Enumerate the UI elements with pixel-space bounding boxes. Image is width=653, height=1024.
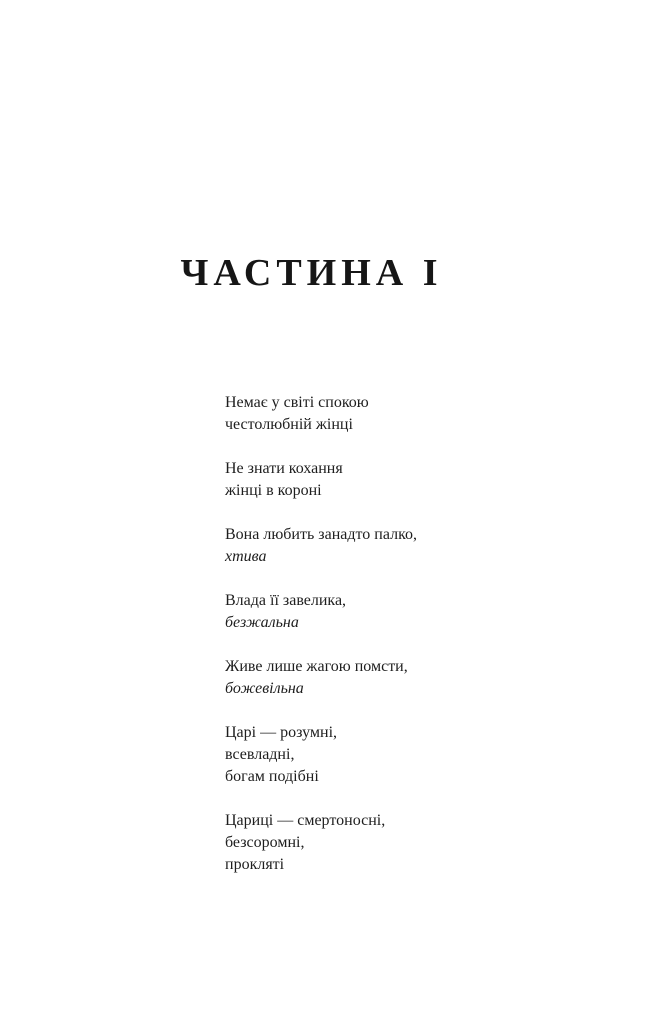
poem-line: Цариці — смертоносні,	[225, 812, 386, 829]
poem-line: жінці в короні	[225, 482, 322, 499]
poem-line: богам подібні	[225, 768, 319, 785]
part-title: ЧАСТИНА І	[180, 252, 443, 294]
stanza-2	[225, 458, 625, 502]
stanza-4	[225, 590, 625, 634]
poem-line: Не знати кохання	[225, 460, 343, 477]
stanza-6	[225, 722, 625, 788]
poem-line: Вона любить занадто палко,	[225, 526, 418, 543]
stanza-1	[225, 392, 625, 436]
epigraph-poem	[225, 392, 625, 898]
poem-line: всевладні,	[225, 746, 295, 763]
poem-line: безсоромні,	[225, 834, 305, 851]
stanza-7	[225, 810, 625, 876]
poem-line: Немає у світі спокою	[225, 394, 369, 411]
stanza-5	[225, 656, 625, 700]
poem-line: прокляті	[225, 856, 285, 873]
poem-line: честолюбній жінці	[225, 416, 353, 433]
poem-line-italic: безжальна	[225, 614, 299, 631]
poem-line-italic: божевільна	[225, 680, 304, 697]
poem-line: Влада її завелика,	[225, 592, 347, 609]
poem-line-italic: хтива	[225, 548, 267, 565]
stanza-3	[225, 524, 625, 568]
poem-line: Царі — розумні,	[225, 724, 338, 741]
poem-line: Живе лише жагою помсти,	[225, 658, 408, 675]
